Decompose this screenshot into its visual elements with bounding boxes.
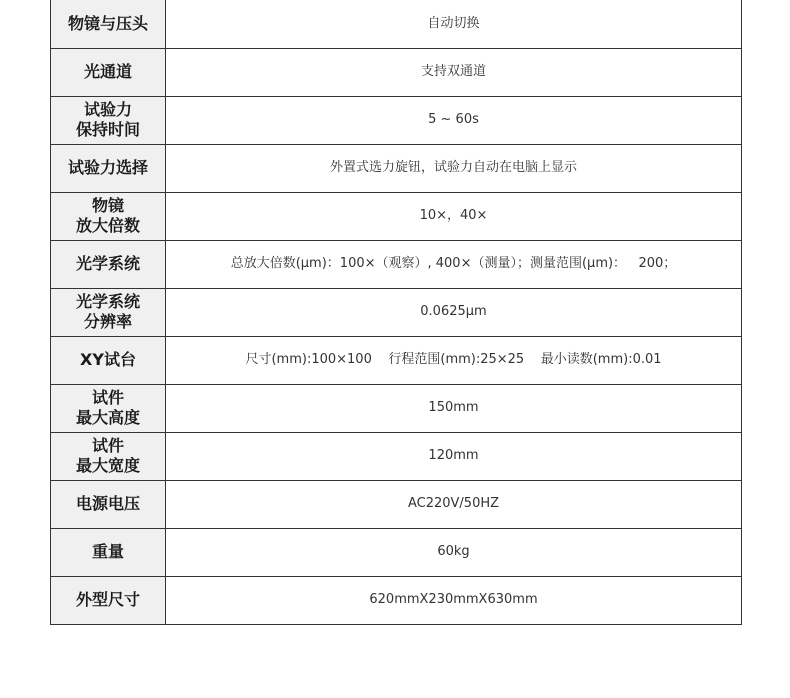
row-label: XY试台 xyxy=(51,336,166,384)
row-value: 150mm xyxy=(166,384,742,432)
table-row xyxy=(51,528,742,576)
row-label: 光学系统 xyxy=(51,240,166,288)
row-label: 物镜与压头 xyxy=(51,0,166,48)
row-value: 5 ~ 60s xyxy=(166,96,742,144)
row-label: 重量 xyxy=(51,528,166,576)
row-value: 总放大倍数(μm)：100×（观察）, 400×（测量）；测量范围(μm)： 200； xyxy=(166,240,742,288)
table-row xyxy=(51,0,742,48)
specification-table xyxy=(50,0,742,625)
row-value: 10×，40× xyxy=(166,192,742,240)
row-label: 光通道 xyxy=(51,48,166,96)
row-value: 自动切换 xyxy=(166,0,742,48)
table-row xyxy=(51,240,742,288)
row-label: 电源电压 xyxy=(51,480,166,528)
table-row xyxy=(51,480,742,528)
row-label: 外型尺寸 xyxy=(51,576,166,624)
row-label: 试验力选择 xyxy=(51,144,166,192)
row-label: 物镜 放大倍数 xyxy=(51,192,166,240)
row-value: 支持双通道 xyxy=(166,48,742,96)
row-label: 试验力 保持时间 xyxy=(51,96,166,144)
table-row xyxy=(51,96,742,144)
table-row xyxy=(51,336,742,384)
table-row xyxy=(51,192,742,240)
specification-table-body xyxy=(51,0,742,624)
row-value: 620mmX230mmX630mm xyxy=(166,576,742,624)
row-label: 光学系统 分辨率 xyxy=(51,288,166,336)
table-row xyxy=(51,144,742,192)
table-row xyxy=(51,288,742,336)
table-row xyxy=(51,384,742,432)
row-value: AC220V/50HZ xyxy=(166,480,742,528)
table-row xyxy=(51,48,742,96)
row-value: 外置式选力旋钮，试验力自动在电脑上显示 xyxy=(166,144,742,192)
row-value: 120mm xyxy=(166,432,742,480)
row-value: 60kg xyxy=(166,528,742,576)
row-label: 试件 最大高度 xyxy=(51,384,166,432)
table-row xyxy=(51,576,742,624)
row-label: 试件 最大宽度 xyxy=(51,432,166,480)
table-row xyxy=(51,432,742,480)
row-value: 尺寸(mm):100×100 行程范围(mm):25×25 最小读数(mm):0.01 xyxy=(166,336,742,384)
row-value: 0.0625μm xyxy=(166,288,742,336)
